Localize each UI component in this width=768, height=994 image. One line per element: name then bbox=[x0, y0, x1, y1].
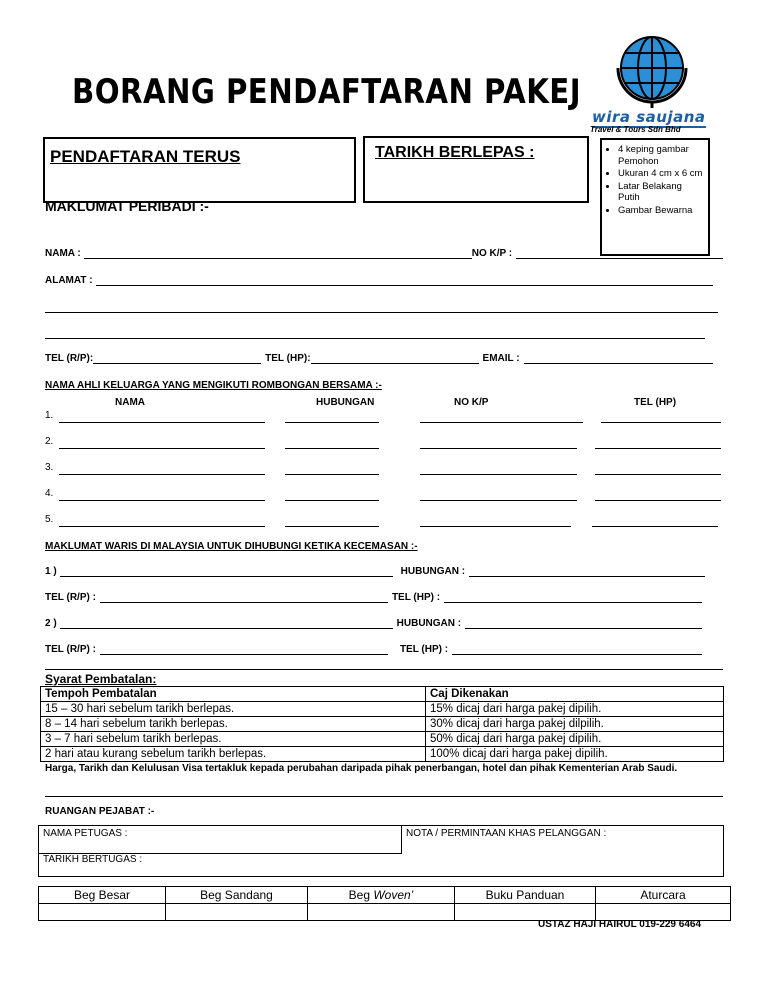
logo-name: wira saujana bbox=[592, 108, 706, 126]
office-box bbox=[38, 825, 724, 877]
family-row bbox=[45, 436, 723, 450]
heir2-relation-label: HUBUNGAN : bbox=[396, 618, 462, 629]
check-cell[interactable] bbox=[166, 904, 308, 921]
requirement-item: • Latar Belakang Putih bbox=[618, 181, 706, 204]
cancellation-note: Harga, Tarikh dan Kelulusan Visa tertakluk kepada perubahan daripada pihak penerbangan, hotel dan pihak Kementerian Arab Saudi. bbox=[45, 763, 678, 774]
address-field[interactable] bbox=[96, 285, 713, 286]
row-number: 3. bbox=[45, 462, 54, 473]
heir2-tel-hp-label: TEL (HP) : bbox=[399, 644, 449, 655]
office-note-area[interactable] bbox=[402, 826, 723, 876]
charge-cell: 15% dicaj dari harga pakej dipilih. bbox=[426, 702, 724, 717]
family-name-field[interactable] bbox=[59, 500, 265, 501]
item-beg-sandang: Beg Sandang bbox=[166, 887, 308, 904]
row-number: 2. bbox=[45, 436, 54, 447]
family-row bbox=[45, 514, 723, 528]
family-row bbox=[45, 410, 723, 424]
address-line-3[interactable] bbox=[45, 338, 705, 339]
heir2-tel-hp-field[interactable] bbox=[452, 654, 702, 655]
address-row bbox=[45, 275, 713, 286]
address-label: ALAMAT : bbox=[45, 275, 93, 286]
heir2-relation-field[interactable] bbox=[465, 628, 702, 629]
period-cell: 2 hari atau kurang sebelum tarikh berlepas. bbox=[41, 747, 426, 762]
email-field[interactable] bbox=[524, 363, 713, 364]
logo-tagline: Travel & Tours Sdn Bhd bbox=[590, 125, 681, 134]
departure-date-label: TARIKH BERLEPAS : bbox=[375, 144, 535, 161]
name-field[interactable] bbox=[84, 258, 472, 259]
family-phone-field[interactable] bbox=[592, 526, 718, 527]
personal-info-heading: MAKLUMAT PERIBADI :- bbox=[45, 198, 209, 212]
tel-hp-label: TEL (HP): bbox=[265, 353, 311, 364]
office-note-label: NOTA / PERMINTAAN KHAS PELANGGAN : bbox=[406, 828, 607, 839]
requirement-item: • Ukuran 4 cm x 6 cm bbox=[618, 168, 706, 180]
ic-field[interactable] bbox=[516, 258, 723, 259]
heir2-tel-home-field[interactable] bbox=[100, 654, 388, 655]
office-heading: RUANGAN PEJABAT :- bbox=[45, 806, 155, 817]
ic-label: NO K/P : bbox=[471, 248, 513, 259]
heir1-relation-label: HUBUNGAN : bbox=[400, 566, 466, 577]
charge-cell: 100% dicaj dari harga pakej dipilih. bbox=[426, 747, 724, 762]
col-period-header: Tempoh Pembatalan bbox=[41, 687, 426, 702]
family-phone-field[interactable] bbox=[601, 422, 721, 423]
family-ic-field[interactable] bbox=[420, 448, 577, 449]
family-phone-field[interactable] bbox=[595, 500, 721, 501]
heir1-number: 1 ) bbox=[45, 566, 57, 577]
family-ic-field[interactable] bbox=[420, 474, 577, 475]
requirement-item: • 4 keping gambar Pemohon bbox=[618, 144, 706, 167]
period-cell: 15 – 30 hari sebelum tarikh berlepas. bbox=[41, 702, 426, 717]
tel-hp-field[interactable] bbox=[311, 363, 479, 364]
photo-requirements-list bbox=[604, 144, 706, 216]
name-label: NAMA : bbox=[45, 248, 81, 259]
col-charge-header: Caj Dikenakan bbox=[426, 687, 724, 702]
check-cell[interactable] bbox=[596, 904, 731, 921]
divider bbox=[45, 669, 723, 670]
family-name-field[interactable] bbox=[59, 526, 265, 527]
table-row bbox=[41, 747, 724, 762]
item-buku-panduan: Buku Panduan bbox=[455, 887, 596, 904]
family-ic-field[interactable] bbox=[420, 526, 571, 527]
tel-home-field[interactable] bbox=[93, 363, 261, 364]
family-relation-field[interactable] bbox=[285, 422, 379, 423]
office-left-bottom[interactable] bbox=[39, 853, 401, 876]
period-cell: 3 – 7 hari sebelum tarikh berlepas. bbox=[41, 732, 426, 747]
email-label: EMAIL : bbox=[482, 353, 520, 364]
tel-home-label: TEL (R/P): bbox=[45, 353, 94, 364]
cancellation-heading: Syarat Pembatalan: bbox=[45, 672, 157, 686]
row-number: 1. bbox=[45, 410, 54, 421]
requirement-item: • Gambar Bewarna bbox=[618, 205, 706, 217]
family-phone-field[interactable] bbox=[595, 448, 721, 449]
globe-icon bbox=[590, 28, 720, 108]
direct-registration-label: PENDAFTARAN TERUS bbox=[50, 147, 241, 166]
contact-info: USTAZ HAJI HAIRUL 019-229 6464 bbox=[538, 919, 702, 930]
family-name-field[interactable] bbox=[59, 474, 265, 475]
officer-label: NAMA PETUGAS : bbox=[43, 828, 128, 839]
family-name-field[interactable] bbox=[59, 448, 265, 449]
heir1-relation-field[interactable] bbox=[469, 576, 705, 577]
charge-cell: 30% dicaj dari harga pakej dilpilih. bbox=[426, 717, 724, 732]
items-table bbox=[38, 886, 731, 921]
family-col-phone: TEL (HP) bbox=[634, 397, 677, 408]
form-title: BORANG PENDAFTARAN PAKEJ bbox=[72, 72, 581, 112]
family-ic-field[interactable] bbox=[420, 500, 577, 501]
family-row bbox=[45, 462, 723, 476]
cancellation-table bbox=[40, 686, 724, 762]
heir1-tel-home-field[interactable] bbox=[100, 602, 388, 603]
heir1-tel-hp-field[interactable] bbox=[444, 602, 702, 603]
office-left-top[interactable] bbox=[39, 826, 402, 854]
check-cell[interactable] bbox=[39, 904, 166, 921]
family-row bbox=[45, 488, 723, 502]
heir1-tel-hp-label: TEL (HP) : bbox=[391, 592, 441, 603]
charge-cell: 50% dicaj dari harga pakej dipilih. bbox=[426, 732, 724, 747]
cancellation-table-header bbox=[41, 687, 724, 702]
company-logo bbox=[590, 28, 720, 138]
name-row bbox=[45, 248, 723, 259]
family-relation-field[interactable] bbox=[285, 500, 379, 501]
table-row bbox=[41, 732, 724, 747]
duty-date-label: TARIKH BERTUGAS : bbox=[43, 854, 143, 865]
family-relation-field[interactable] bbox=[285, 474, 379, 475]
item-beg-word: Beg bbox=[348, 888, 374, 902]
items-header-row bbox=[39, 887, 731, 904]
family-col-relation: HUBUNGAN bbox=[316, 397, 375, 408]
check-cell[interactable] bbox=[308, 904, 455, 921]
address-line-2[interactable] bbox=[45, 312, 718, 313]
check-cell[interactable] bbox=[455, 904, 596, 921]
heir2-phone-row bbox=[45, 644, 702, 655]
family-ic-field[interactable] bbox=[420, 422, 583, 423]
item-woven-word: Woven’ bbox=[373, 888, 414, 902]
item-beg-besar: Beg Besar bbox=[39, 887, 166, 904]
heir2-row bbox=[45, 618, 702, 629]
table-row bbox=[41, 717, 724, 732]
item-aturcara: Aturcara bbox=[596, 887, 731, 904]
heir1-name-field[interactable] bbox=[60, 576, 393, 577]
heir1-tel-home-label: TEL (R/P) : bbox=[45, 592, 96, 603]
table-row bbox=[41, 702, 724, 717]
items-check-row bbox=[39, 904, 731, 921]
row-number: 4. bbox=[45, 488, 54, 499]
heir1-row bbox=[45, 566, 705, 577]
heir1-phone-row bbox=[45, 592, 702, 603]
heir2-name-field[interactable] bbox=[60, 628, 393, 629]
row-number: 5. bbox=[45, 514, 54, 525]
divider bbox=[45, 796, 723, 797]
family-name-field[interactable] bbox=[59, 422, 265, 423]
heir2-number: 2 ) bbox=[45, 618, 57, 629]
period-cell: 8 – 14 hari sebelum tarikh berlepas. bbox=[41, 717, 426, 732]
family-heading: NAMA AHLI KELUARGA YANG MENGIKUTI ROMBONGAN BERSAMA :- bbox=[45, 380, 382, 391]
family-relation-field[interactable] bbox=[285, 526, 379, 527]
direct-registration-box bbox=[43, 137, 356, 203]
photo-requirements-box bbox=[600, 138, 710, 256]
heir2-tel-home-label: TEL (R/P) : bbox=[45, 644, 96, 655]
family-phone-field[interactable] bbox=[595, 474, 721, 475]
phone-row bbox=[45, 353, 713, 364]
departure-date-box[interactable] bbox=[363, 136, 589, 203]
family-relation-field[interactable] bbox=[285, 448, 379, 449]
item-beg-woven bbox=[308, 887, 455, 904]
heir-heading: MAKLUMAT WARIS DI MALAYSIA UNTUK DIHUBUNGI KETIKA KECEMASAN :- bbox=[45, 541, 418, 552]
family-col-ic: NO K/P bbox=[454, 397, 489, 408]
family-col-name: NAMA bbox=[115, 397, 145, 408]
